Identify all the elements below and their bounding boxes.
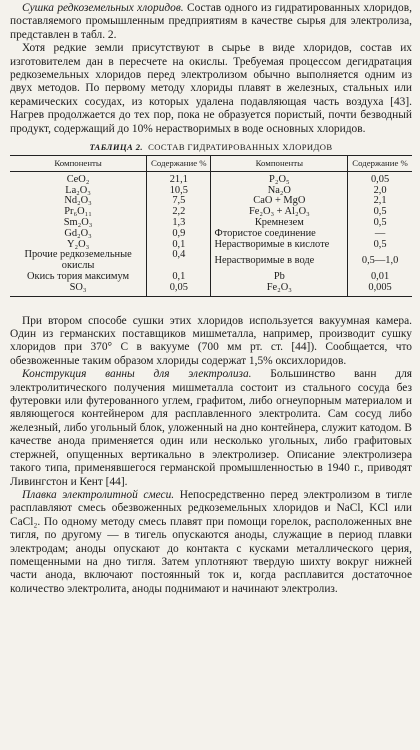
table-row xyxy=(10,250,412,272)
cell-component: Fe₂O₃ + Al₂O₃ xyxy=(211,207,348,218)
cell-value: 0,4 xyxy=(147,250,211,272)
cell-value: 0,5—1,0 xyxy=(361,254,399,266)
spacer xyxy=(10,297,412,315)
header-component-right: Компоненты xyxy=(211,156,348,172)
paragraph-text: Состав одного из гидратированных хлоридов, поставляемого промышленным предприятиям в качестве сырья для электролиза, представлен в табл. 2. xyxy=(10,2,412,41)
cell-value: 10,5 xyxy=(147,186,211,197)
cell-value: 0,01 xyxy=(370,271,390,283)
cell-component: Na₂O xyxy=(211,186,348,197)
section-heading-bath: Конструкция ванны для электролиза. xyxy=(22,368,252,381)
header-component-left: Компоненты xyxy=(10,156,147,172)
cell-component: Gd₂O₃ xyxy=(10,229,147,240)
cell-value: 1,3 xyxy=(147,218,211,229)
cell-component: Y₂O₃ xyxy=(10,240,147,251)
cell-component: Нерастворимые в воде xyxy=(211,250,348,272)
paragraph-bath-design xyxy=(10,368,412,489)
header-content-left: Содержание % xyxy=(147,156,211,172)
paragraph-dehydration-methods: Хотя редкие земли присутствуют в сырье в виде хлоридов, состав их изготовителем дан в пересчете на окислы. Требуемая процессом дегидратация редкоземельных хлоридов перед электролизом обычно выполняется одним из двух методов. По первому методу хлориды плавят в железных, стальных или керамических сосудах, из которых удалена подавляющая часть воздуха [43]. Нагрев продолжается до тех пор, пока не образуется пористый, почти безводный продукт, содержащий до 10% нерастворимых в воде основных хлоридов. xyxy=(10,42,412,135)
cell-value: 2,1 xyxy=(373,195,387,207)
paragraph-text: Непосредственно перед электролизом в тигле расплавляют смесь обезвоженных редкоземельных хлоридов и NaCl, KCl или CaCl₂. По одному методу смесь плавят при помощи горелок, расположенных вне тигля, по другому — в тигель опускаются аноды, служащие в период плавки электродам; аноды опускают до контакта с кусками металлического церия, помещенными на дно тигля. Затем уплотняют твердую шихту вокруг нижней части анода, включают постоянный ток и, когда расплавится достаточное количество электролита, аноды поднимают и начинают электролиз. xyxy=(10,488,412,595)
cell-component: Нерастворимые в кислоте xyxy=(211,240,348,251)
cell-component: Прочие редкоземельные окислы xyxy=(10,250,147,272)
cell-component: P₂O₅ xyxy=(211,171,348,185)
paragraph-vacuum-drying: При втором способе сушки этих хлоридов используется вакуумная камера. Один из германских поставщиков мишметалла, например, производит сушку хлоридов при 370° С в вакууме (700 мм рт. ст. [44]). Сообщается, что обезвоженные таким образом хлориды содержат 1,5% оксихлоридов. xyxy=(10,314,412,367)
cell-component: La₂O₃ xyxy=(10,186,147,197)
cell-value: 21,1 xyxy=(147,171,211,185)
cell-value: 0,1 xyxy=(147,272,211,283)
cell-value: 0,005 xyxy=(348,283,412,296)
paragraph-text: Большинство ванн для электролитического получения мишметалла состоит из стального сосуда без футеровки или футерованного углем, графитом, либо огнеупорным материалом и являющегося контейнером для расплавленного электролита. Сам сосуд либо железный, либо угольный блок, уложенный на дно контейнера, служит катодом. В качестве анода применяется один или несколько угольных, либо графитовых стержней, опущенных вертикально в электролизер. Описание электролизера такого типа, применявшегося германской промышленностью в 1940 г., приводят Ливингстон и Кент [44]. xyxy=(10,368,412,488)
paragraph-melting xyxy=(10,489,412,596)
section-heading-melting: Плавка электролитной смеси. xyxy=(22,488,175,501)
cell-value: 0,5 xyxy=(373,238,387,250)
table-row xyxy=(10,171,412,185)
cell-value: 0,1 xyxy=(147,240,211,251)
table-row xyxy=(10,283,412,296)
composition-table xyxy=(10,155,412,297)
cell-component: Fe₂O₃ xyxy=(211,283,348,296)
table-caption-label: ТАБЛИЦА 2. xyxy=(89,142,143,153)
cell-component: Кремнезем xyxy=(211,218,348,229)
table-header-row xyxy=(10,156,412,172)
cell-value: 0,05 xyxy=(370,173,390,185)
cell-value: 2,0 xyxy=(373,184,387,196)
table-caption xyxy=(10,142,412,152)
cell-component: Sm₂O₃ xyxy=(10,218,147,229)
cell-value: 0,05 xyxy=(147,283,211,296)
cell-component: Окись тория максимум xyxy=(10,272,147,283)
cell-value: 0,9 xyxy=(147,229,211,240)
cell-component: CaO + MgO xyxy=(211,196,348,207)
cell-component: Nd₂O₃ xyxy=(10,196,147,207)
cell-component: Фтористое соединение xyxy=(211,229,348,240)
cell-component: CeO₂ xyxy=(10,171,147,185)
header-content-right: Содержание % xyxy=(348,156,412,172)
cell-component: Pr₆O₁₁ xyxy=(10,207,147,218)
paragraph-drying-intro xyxy=(10,2,412,42)
cell-component: Pb xyxy=(211,272,348,283)
cell-value: 0,5 xyxy=(373,217,387,229)
cell-value: — xyxy=(374,227,386,239)
cell-value: 2,2 xyxy=(147,207,211,218)
table-caption-title: СОСТАВ ГИДРАТИРОВАННЫХ ХЛОРИДОВ xyxy=(148,142,333,153)
cell-value: 7,5 xyxy=(147,196,211,207)
cell-component: SO₃ xyxy=(10,283,147,296)
cell-value: 0,5 xyxy=(373,206,387,218)
section-heading-drying: Сушка редкоземельных хлоридов. xyxy=(22,2,184,14)
